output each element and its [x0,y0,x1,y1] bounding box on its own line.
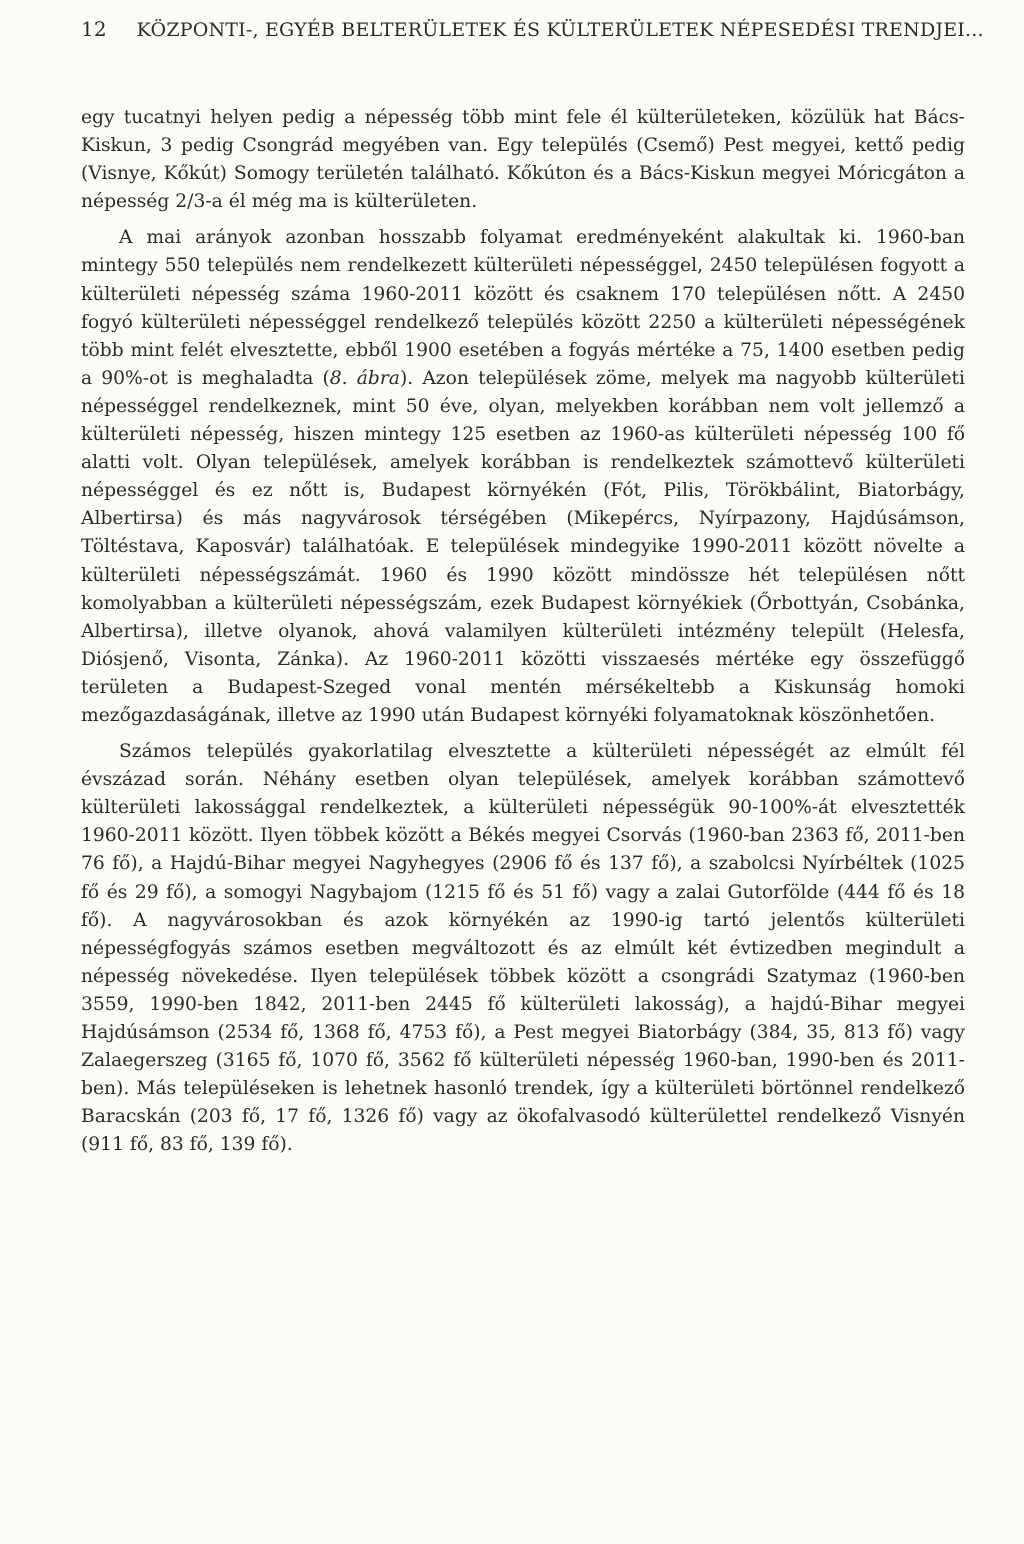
paragraph: egy tucatnyi helyen pedig a népesség több mint fele él külterületeken, közülük hat Bács-Kiskun, 3 pedig Csongrád megyében van. Egy település (Csemő) Pest megyei, kettő pedig (Visnye, Kőkút) Somogy területén található. Kőkúton és a Bács-Kiskun megyei Móricgáton a népesség 2/3-a él még ma is külterületen. [81,107,965,213]
paragraph [81,224,965,730]
body-text [81,104,965,1159]
paragraph-text: A mai arányok azonban hosszabb folyamat eredményeként alakultak ki. 1960-ban mintegy 550 település nem rendelkezett külterületi népességgel, 2450 településen fogyott a külterületi népesség száma 1960-2011 között és csaknem 170 településen nőtt. A 2450 fogyó külterületi népességgel rendelkező település között 2250 a külterületi népességének több mint felét elvesztette, ebből 1900 esetében a fogyás mértéke a 75, 1400 esetben pedig a 90%-ot is meghaladta ( [81,227,965,389]
page-number: 12 [81,17,107,41]
running-header [81,16,984,43]
paragraph: Számos település gyakorlatilag elvesztette a külterületi népességét az elmúlt fél évszázad során. Néhány esetben olyan települések, amelyek korábban számottevő külterületi lakossággal rendelkeztek, a külterületi népességük 90-100%-át elvesztették 1960-2011 között. Ilyen többek között a Békés megyei Csorvás (1960-ban 2363 fő, 2011-ben 76 fő), a Hajdú-Bihar megyei Nagyhegyes (2906 fő és 137 fő), a szabolcsi Nyírbéltek (1025 fő és 29 fő), a somogyi Nagybajom (1215 fő és 51 fő) vagy a zalai Gutorfölde (444 fő és 18 fő). A nagyvárosokban és azok környékén az 1990-ig tartó jelentős külterületi népességfogyás számos esetben megváltozott és az elmúlt két évtizedben megindult a népesség növekedése. Ilyen települések többek között a csongrádi Szatymaz (1960-ben 3559, 1990-ben 1842, 2011-ben 2445 fő külterületi lakosság), a hajdú-Bihar megyei Hajdúsámson (2534 fő, 1368 fő, 4753 fő), a Pest megyei Biatorbágy (384, 35, 813 fő) vagy Zalaegerszeg (3165 fő, 1070 fő, 3562 fő külterületi népesség 1960-ban, 1990-ben és 2011-ben). Más településeken is lehetnek hasonló trendek, így a külterületi börtönnel rendelkező Baracskán (203 fő, 17 fő, 1326 fő) vagy az ökofalvasodó külterülettel rendelkező Visnyén (911 fő, 83 fő, 139 fő). [81,741,965,1156]
figure-reference: 8. ábra [329,367,400,389]
running-header-title: KÖZPONTI-, EGYÉB BELTERÜLETEK ÉS KÜLTERÜLETEK NÉPESEDÉSI TRENDJEI... [136,19,984,41]
paragraph-text: ). Azon települések zöme, melyek ma nagyobb külterületi népességgel rendelkeznek, mint 50 éve, olyan, melyekben korábban nem volt jellemző a külterületi népesség, hiszen mintegy 125 esetben az 1960-as külterületi népesség 100 fő alatti volt. Olyan települések, amelyek korábban is rendelkeztek számottevő külterületi népességgel és ez nőtt is, Budapest környékén (Fót, Pilis, Törökbálint, Biatorbágy, Albertirsa) és más nagyvárosok térségében (Mikepércs, Nyírpazony, Hajdúsámson, Töltéstava, Kaposvár) találhatóak. E települések mindegyike 1990-2011 között növelte a külterületi népességszámát. 1960 és 1990 között mindössze hét településen nőtt komolyabban a külterületi népességszám, ezek Budapest környékiek (Őrbottyán, Csobánka, Albertirsa), illetve olyanok, ahová valamilyen külterületi intézmény települt (Helesfa, Diósjenő, Visonta, Zánka). Az 1960-2011 közötti visszaesés mértéke egy összefüggő területen a Budapest-Szeged vonal mentén mérsékeltebb a Kiskunság homoki mezőgazdaságának, illetve az 1990 után Budapest környéki folyamatoknak köszönhetően. [81,367,965,726]
